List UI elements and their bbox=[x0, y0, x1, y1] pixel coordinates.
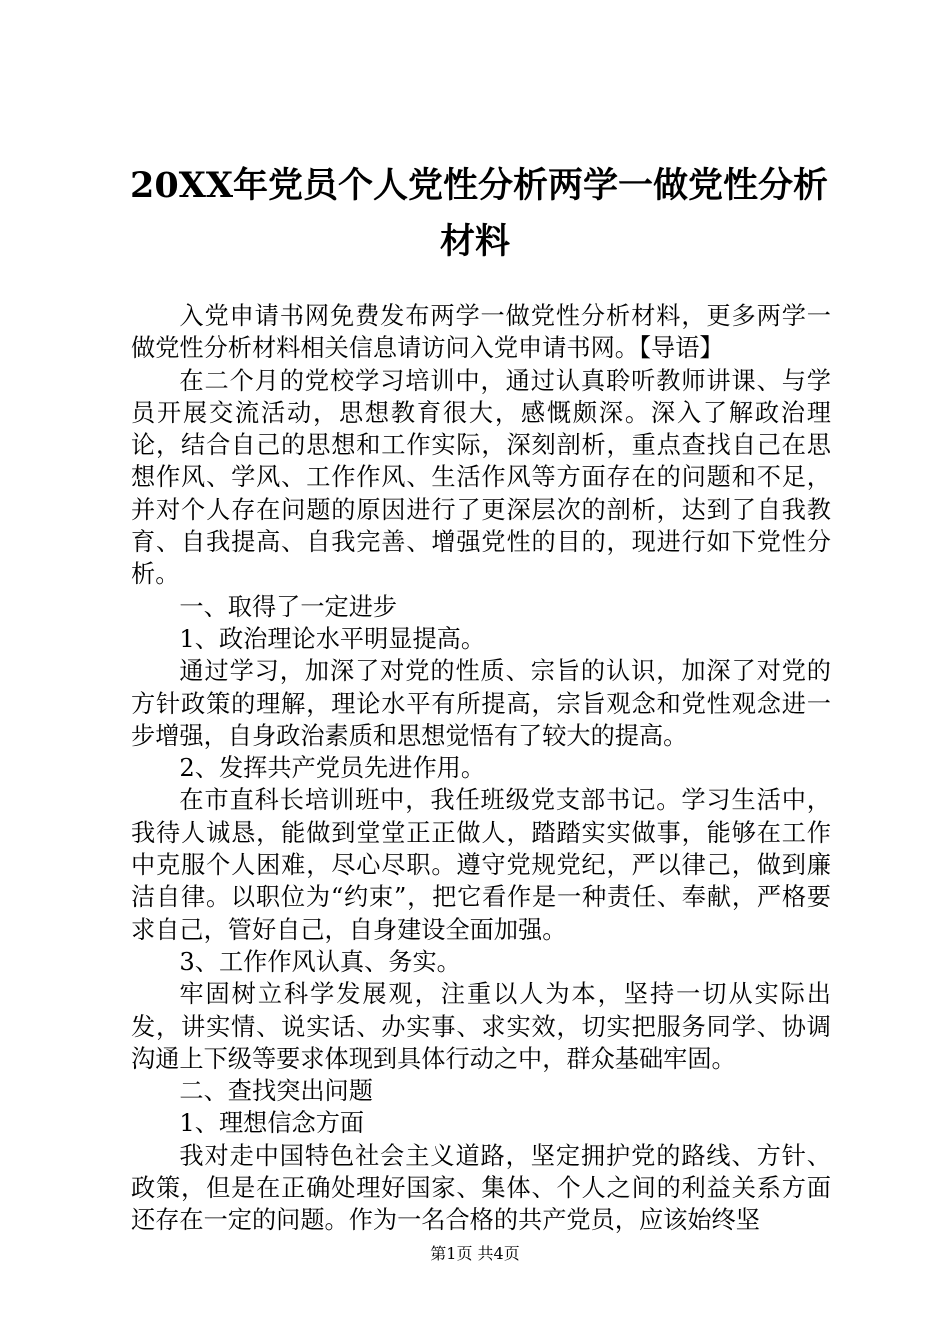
section-heading: 二、查找突出问题 bbox=[179, 1077, 373, 1106]
subsection-heading: 1、理想信念方面 bbox=[179, 1109, 365, 1138]
document-body bbox=[131, 300, 831, 1237]
intro-paragraph: 入党申请书网免费发布两学一做党性分析材料，更多两学一做党性分析材料相关信息请访问入党申请书网。【导语】 bbox=[131, 302, 831, 363]
body-paragraph: 牢固树立科学发展观，注重以人为本，坚持一切从实际出发，讲实情、说实话、办实事、求实效，切实把服务同学、协调沟通上下级等要求体现到具体行动之中，群众基础牢固。 bbox=[131, 980, 831, 1073]
subsection-heading: 2、发挥共产党员先进作用。 bbox=[179, 754, 486, 783]
document-title-line-2: 材料 bbox=[439, 221, 510, 262]
subsection-heading: 3、工作作风认真、务实。 bbox=[179, 947, 461, 976]
body-paragraph: 通过学习，加深了对党的性质、宗旨的认识，加深了对党的方针政策的理解，理论水平有所提高，宗旨观念和党性观念进一步增强，自身政治素质和思想觉悟有了较大的提高。 bbox=[131, 657, 831, 750]
subsection-heading: 1、政治理论水平明显提高。 bbox=[179, 624, 486, 653]
page-footer: 第1页 共4页 bbox=[430, 1244, 520, 1263]
document-title-line-1: 20XX年党员个人党性分析两学一做党性分析 bbox=[130, 165, 829, 206]
section-heading: 一、取得了一定进步 bbox=[179, 592, 398, 621]
body-paragraph: 我对走中国特色社会主义道路，坚定拥护党的路线、方针、政策，但是在正确处理好国家、集体、个人之间的利益关系方面还存在一定的问题。作为一名合格的共产党员，应该始终坚 bbox=[131, 1141, 831, 1235]
body-paragraph: 在二个月的党校学习培训中，通过认真聆听教师讲课、与学员开展交流活动，思想教育很大，感慨颇深。深入了解政治理论，结合自己的思想和工作实际，深刻剖析，重点查找自己在思想作风、学风、工作作风、生活作风等方面存在的问题和不足，并对个人存在问题的原因进行了更深层次的剖析，达到了自我教育、自我提高、自我完善、增强党性的目的，现进行如下党性分析。 bbox=[131, 366, 831, 589]
body-paragraph: 在市直科长培训班中，我任班级党支部书记。学习生活中，我待人诚恳，能做到堂堂正正做人，踏踏实实做事，能够在工作中克服个人困难，尽心尽职。遵守党规党纪，严以律己，做到廉洁自律。以职位为“约束”，把它看作是一种责任、奉献，严格要求自己，管好自己，自身建设全面加强。 bbox=[131, 786, 831, 944]
